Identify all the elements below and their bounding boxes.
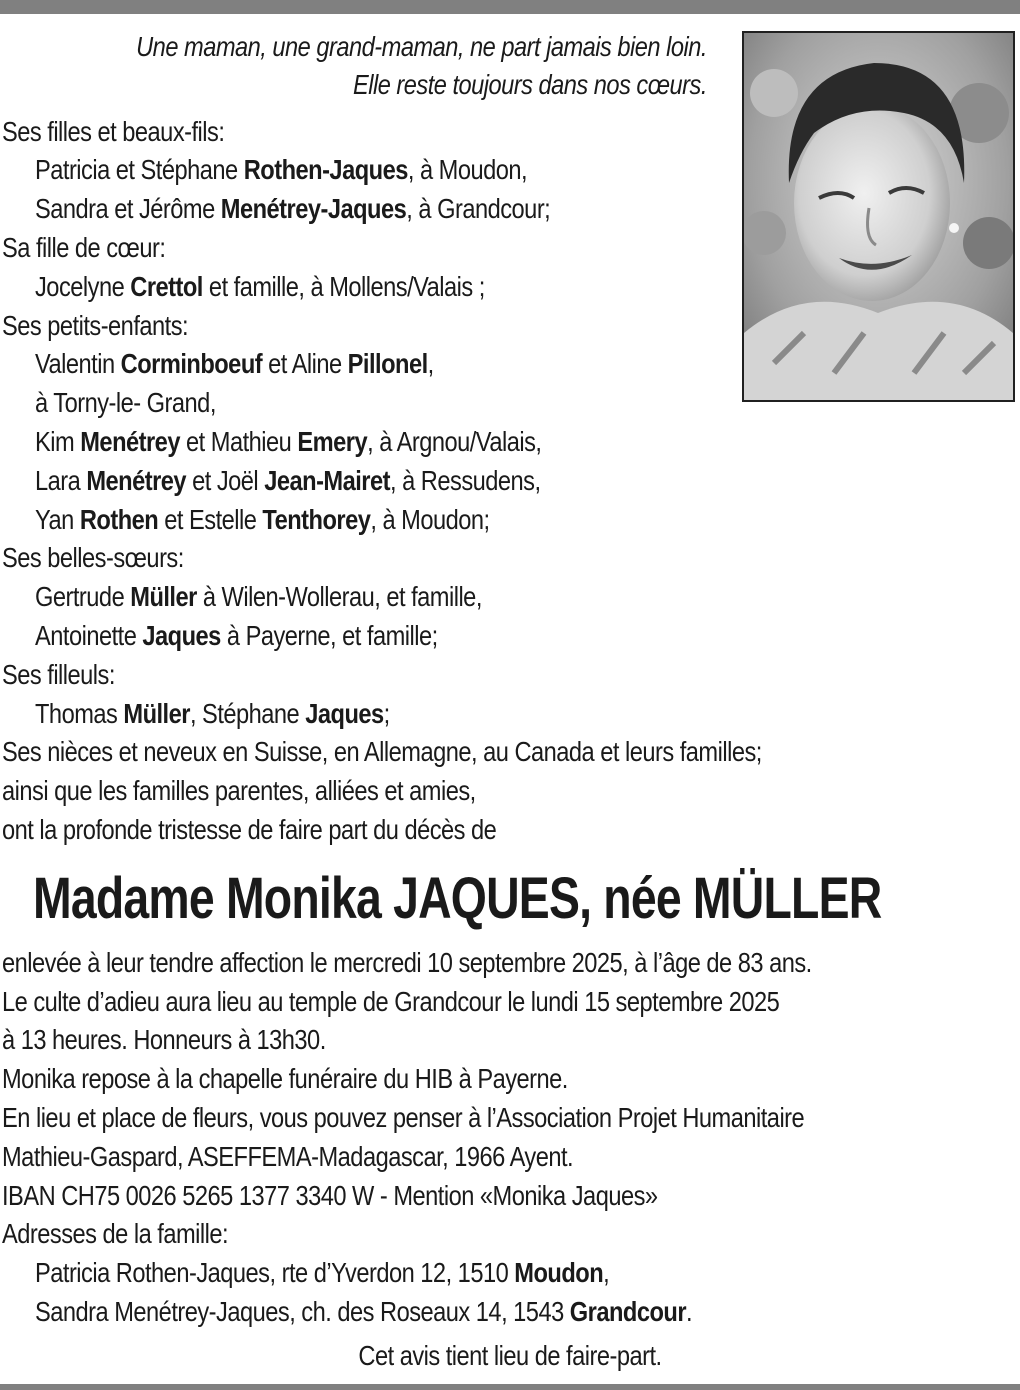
family-line: Valentin Corminboeuf et Aline Pillonel,: [35, 348, 434, 379]
deceased-name: Madame Monika JAQUES, née MÜLLER: [33, 866, 882, 931]
closing-line: Cet avis tient lieu de faire-part.: [358, 1340, 662, 1371]
portrait-icon: [744, 33, 1013, 400]
top-rule: [0, 0, 1020, 14]
family-line: Antoinette Jaques à Payerne, et famille;: [35, 620, 438, 651]
family-line: Gertrude Müller à Wilen-Wollerau, et famille,: [35, 581, 482, 612]
quote-line-1: Une maman, une grand-maman, ne part jamais bien loin.: [136, 31, 707, 62]
bottom-rule: [0, 1384, 1020, 1390]
family-line: Patricia et Stéphane Rothen-Jaques, à Moudon,: [35, 154, 528, 185]
daughters-label: Ses filles et beaux-fils:: [2, 116, 225, 147]
godchildren-label: Ses filleuls:: [2, 659, 115, 690]
iban-line: IBAN CH75 0026 5265 1377 3340 W - Mention «Monika Jaques»: [2, 1180, 658, 1211]
detail-line: En lieu et place de fleurs, vous pouvez penser à l’Association Projet Humanitaire: [2, 1102, 805, 1133]
family-line: Lara Menétrey et Joël Jean-Mairet, à Ressudens,: [35, 465, 541, 496]
family-line: Thomas Müller, Stéphane Jaques;: [35, 698, 390, 729]
addresses-label: Adresses de la famille:: [2, 1218, 229, 1249]
sisters-in-law-label: Ses belles-sœurs:: [2, 542, 184, 573]
portrait-photo: [742, 31, 1015, 402]
nieces-line: Ses nièces et neveux en Suisse, en Allemagne, au Canada et leurs familles;: [2, 736, 762, 767]
relatives-line: ainsi que les familles parentes, alliées et amies,: [2, 775, 476, 806]
grandchildren-label: Ses petits-enfants:: [2, 310, 189, 341]
family-line: Yan Rothen et Estelle Tenthorey, à Moudon;: [35, 504, 490, 535]
address-line: Patricia Rothen-Jaques, rte d’Yverdon 12, 1510 Moudon,: [35, 1257, 610, 1288]
detail-line: Monika repose à la chapelle funéraire du HIB à Payerne.: [2, 1063, 568, 1094]
address-line: Sandra Menétrey-Jaques, ch. des Roseaux 14, 1543 Grandcour.: [35, 1296, 693, 1327]
detail-line: enlevée à leur tendre affection le mercredi 10 septembre 2025, à l’âge de 83 ans.: [2, 947, 812, 978]
family-line: Sandra et Jérôme Menétrey-Jaques, à Grandcour;: [35, 193, 551, 224]
heart-daughter-label: Sa fille de cœur:: [2, 232, 166, 263]
family-line: à Torny-le- Grand,: [35, 387, 216, 418]
family-line: Jocelyne Crettol et famille, à Mollens/Valais ;: [35, 271, 485, 302]
sorrow-line: ont la profonde tristesse de faire part du décès de: [2, 814, 497, 845]
family-line: Kim Menétrey et Mathieu Emery, à Argnou/Valais,: [35, 426, 542, 457]
detail-line: à 13 heures. Honneurs à 13h30.: [2, 1024, 326, 1055]
detail-line: Le culte d’adieu aura lieu au temple de Grandcour le lundi 15 septembre 2025: [2, 986, 780, 1017]
detail-line: Mathieu-Gaspard, ASEFFEMA-Madagascar, 1966 Ayent.: [2, 1141, 574, 1172]
quote-line-2: Elle reste toujours dans nos cœurs.: [352, 69, 707, 100]
